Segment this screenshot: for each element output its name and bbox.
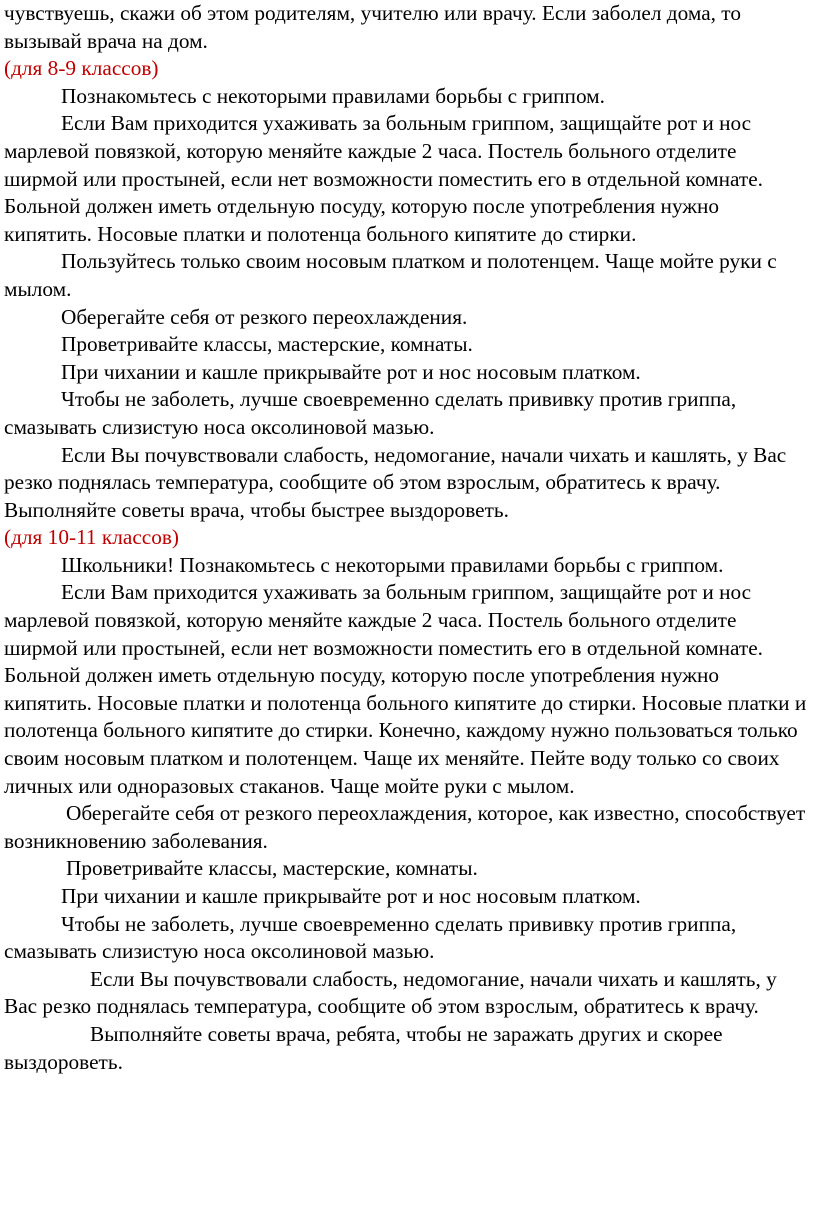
paragraph-avoid-cold-extended: Оберегайте себя от резкого переохлаждения, которое, как известно, способствует возникновению заболевания. bbox=[4, 801, 806, 853]
paragraph-avoid-cold: Оберегайте себя от резкого переохлаждения. bbox=[61, 304, 468, 329]
paragraph-caring-for-sick: Если Вам приходится ухаживать за больным гриппом, защищайте рот и нос марлевой повязкой, которую меняйте каждые 2 часа. Постель больного отделите ширмой или простыней, если нет возможности поместить его в отдельной комнате. Больной должен иметь отдельную посуду, которую после употребления нужно кипятить. Носовые платки и полотенца больного кипятите до стирки. bbox=[4, 111, 763, 246]
paragraph-cover-mouth: При чихании и кашле прикрывайте рот и нос носовым платком. bbox=[61, 359, 641, 384]
paragraph-cover-mouth-2: При чихании и кашле прикрывайте рот и нос носовым платком. bbox=[61, 884, 641, 908]
paragraph-vaccination-2: Чтобы не заболеть, лучше своевременно сделать прививку против гриппа, смазывать слизистую носа оксолиновой мазью. bbox=[4, 911, 737, 964]
paragraph-caring-for-sick-extended: Если Вам приходится ухаживать за больным гриппом, защищайте рот и нос марлевой повязкой, которую меняйте каждые 2 часа. Постель больного отделите ширмой или простыней, если нет возможности поместить его в отдельной комнате. Больной должен иметь отдельную посуду, которую после употребления нужно кипятить. Носовые платки и полотенца больного кипятите до стирки. Носовые платки и полотенца больного кипятите до стирки. Конечно, каждому нужно пользоваться только своим носовым платком и полотенцем. Чаще их меняйте. Пейте воду только со своих личных или одноразовых стаканов. Чаще мойте руки с мылом. bbox=[4, 580, 807, 798]
paragraph-ventilate-2: Проветривайте классы, мастерские, комнаты. bbox=[66, 856, 478, 881]
paragraph-intro-continuation: чувствуешь, скажи об этом родителям, учителю или врачу. Если заболел дома, то вызывай врача на дом. bbox=[4, 1, 741, 53]
paragraph-own-handkerchief: Пользуйтесь только своим носовым платком и полотенцем. Чаще мойте руки с мылом. bbox=[4, 249, 777, 301]
paragraph-if-sick: Если Вы почувствовали слабость, недомогание, начали чихать и кашлять, у Вас резко поднялась температура, сообщите об этом взрослым, обратитесь к врачу. Выполняйте советы врача, чтобы быстрее выздороветь. bbox=[4, 442, 787, 522]
document-page bbox=[4, 0, 812, 1076]
paragraph-vaccination: Чтобы не заболеть, лучше своевременно сделать прививку против гриппа, смазывать слизистую носа оксолиновой мазью. bbox=[4, 387, 737, 439]
section-heading-grades-8-9: (для 8-9 классов) bbox=[4, 56, 159, 81]
paragraph-students-intro: Школьники! Познакомьтесь с некоторыми правилами борьбы с гриппом. bbox=[61, 552, 724, 577]
paragraph-follow-doctor: Выполняйте советы врача, ребята, чтобы не заражать других и скорее выздороветь. bbox=[4, 1021, 723, 1074]
section-heading-grades-10-11: (для 10-11 классов) bbox=[4, 525, 180, 550]
paragraph-ventilate: Проветривайте классы, мастерские, комнаты. bbox=[61, 332, 473, 357]
paragraph-rules-intro: Познакомьтесь с некоторыми правилами борьбы с гриппом. bbox=[61, 83, 605, 108]
paragraph-if-sick-2: Если Вы почувствовали слабость, недомогание, начали чихать и кашлять, у Вас резко поднялась температура, сообщите об этом взрослым, обратитесь к врачу. bbox=[4, 966, 777, 1019]
